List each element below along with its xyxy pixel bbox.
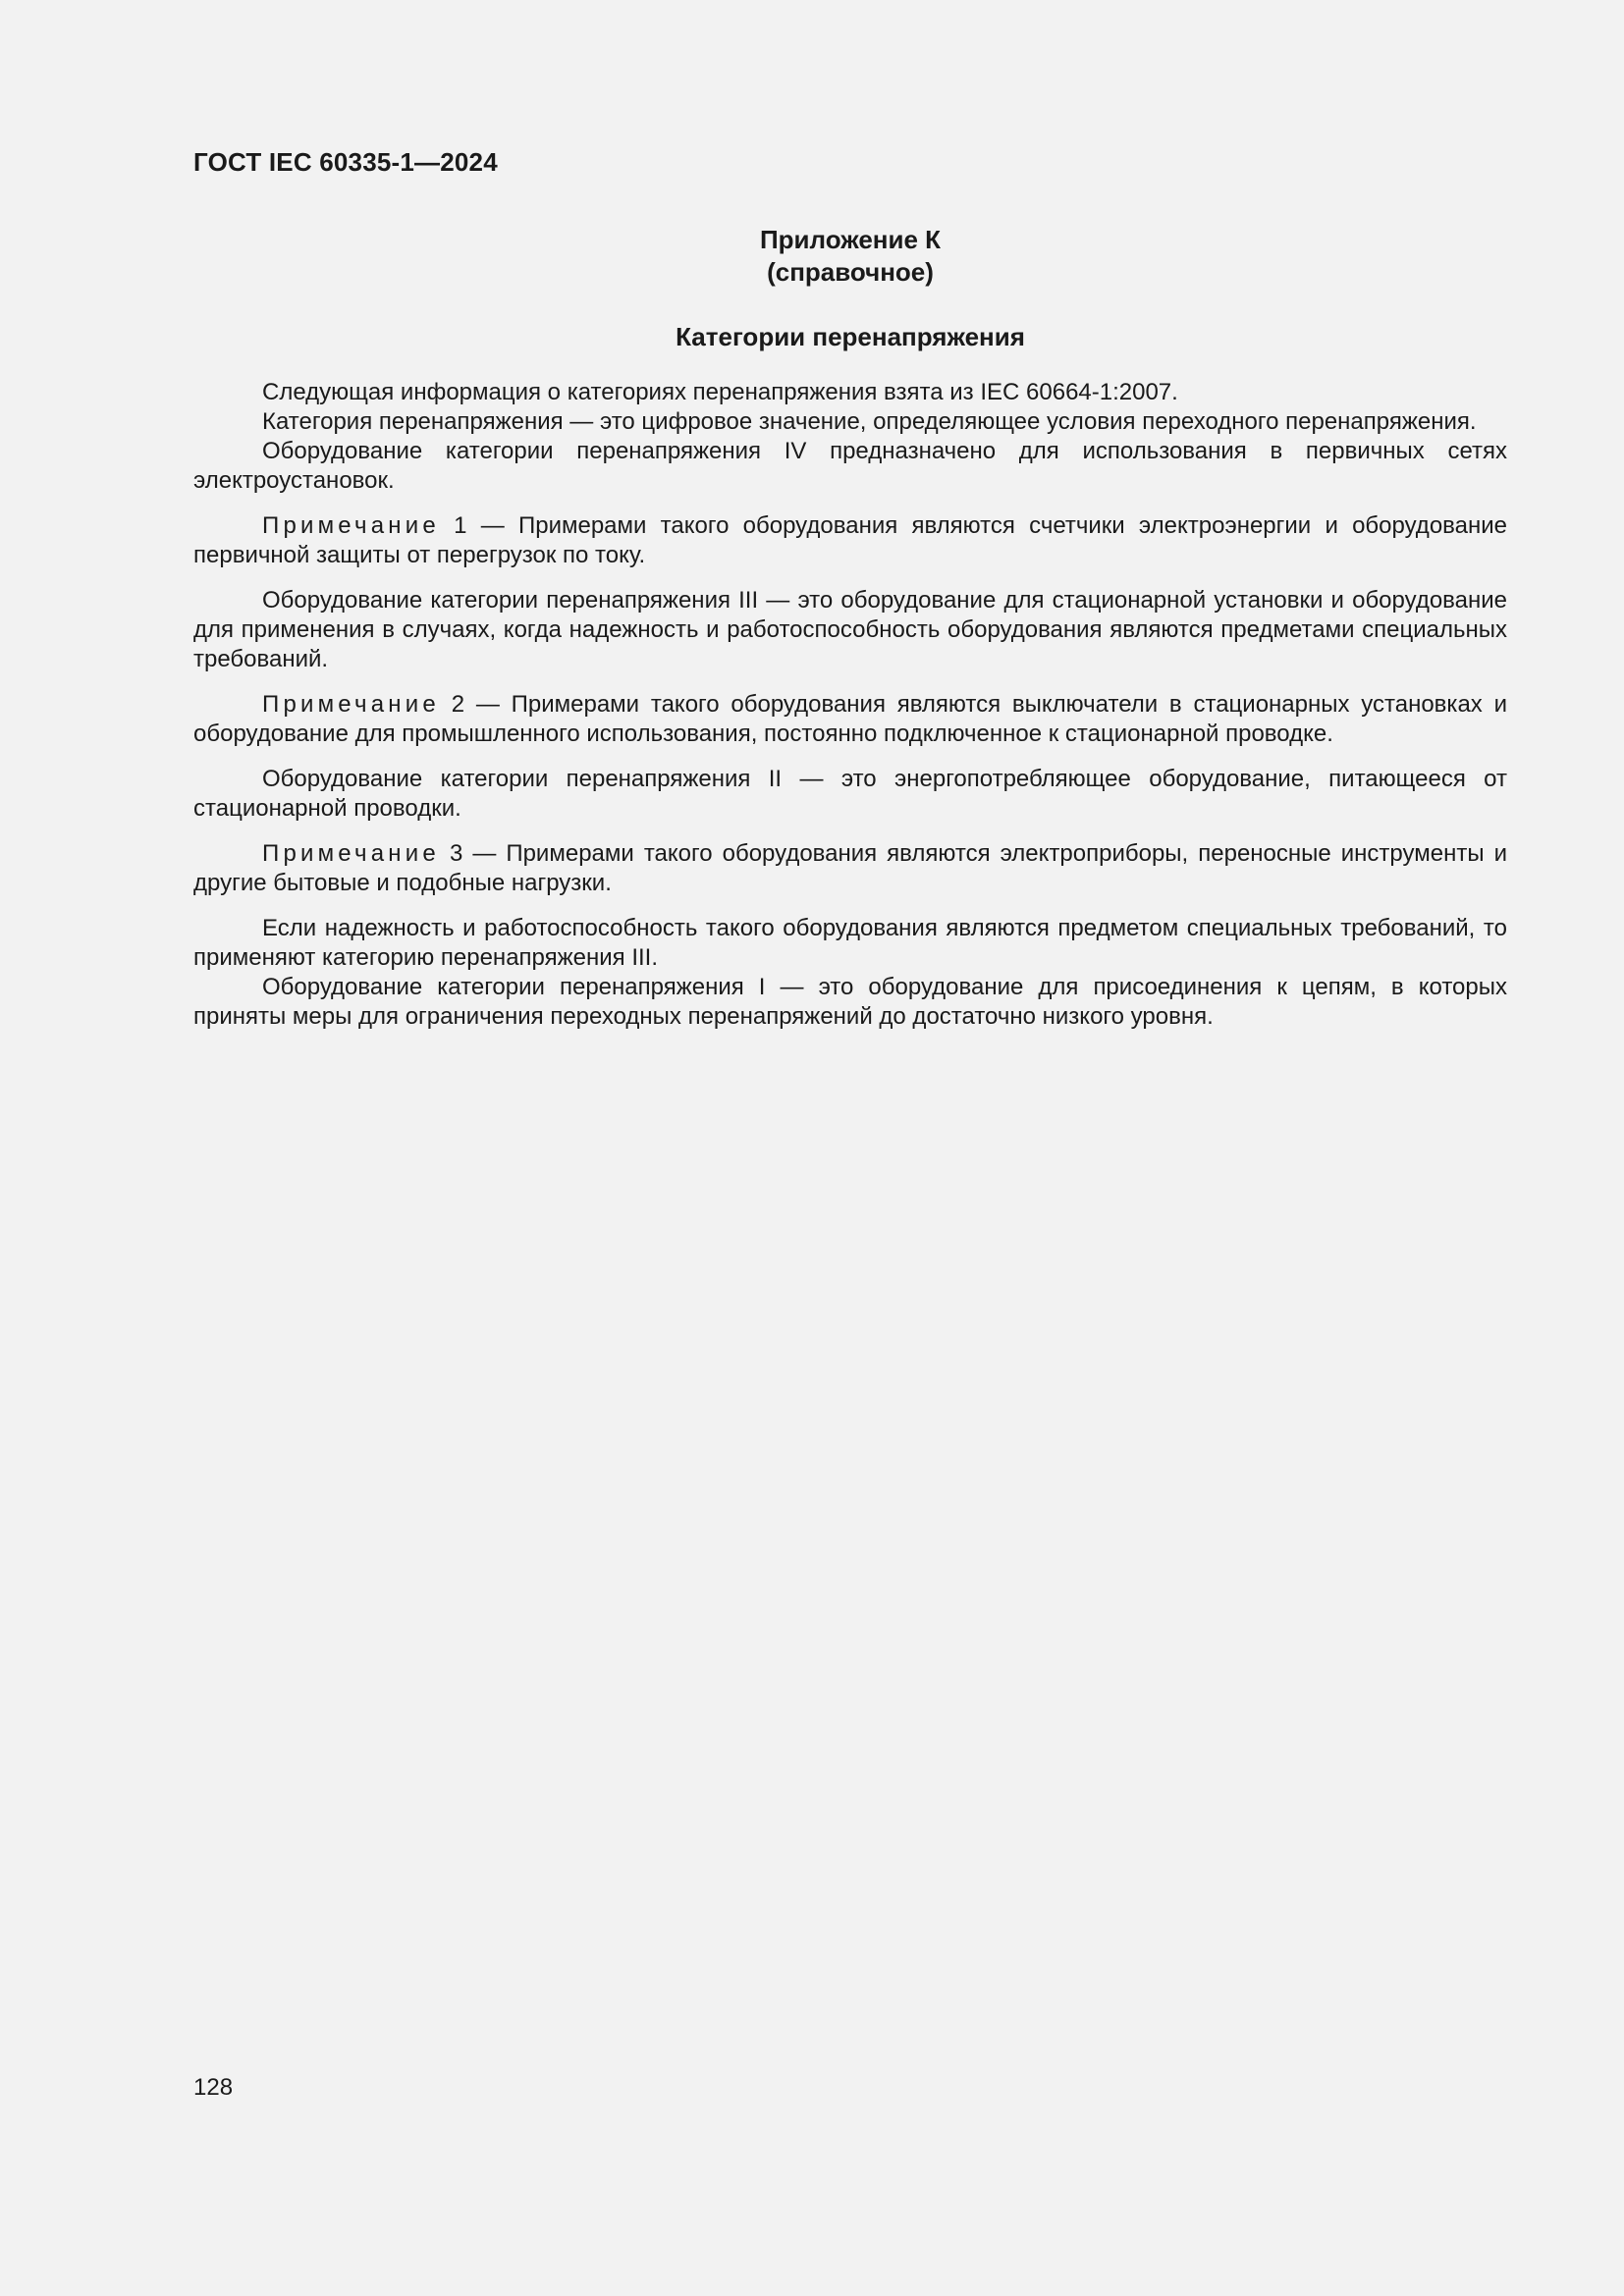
standard-header: ГОСТ IEC 60335-1—2024	[193, 147, 498, 177]
paragraph-category-iv: Оборудование категории перенапряжения IV предназначено для использования в первичных сетях электроустановок.	[193, 438, 1507, 494]
note-1-label: Примечание	[262, 512, 440, 539]
paragraph-intro: Следующая информация о категориях перенапряжения взята из IEC 60664-1:2007.	[262, 379, 1178, 405]
annex-title: Приложение К	[759, 225, 942, 254]
paragraph-category-iii: Оборудование категории перенапряжения III — это оборудование для стационарной установки и оборудование для применения в случаях, когда надежность и работоспособность оборудования являются предметами специальных требований.	[193, 587, 1507, 672]
section-title: Категории перенапряжения	[676, 322, 1025, 351]
paragraph-category-ii: Оборудование категории перенапряжения II — это энергопотребляющее оборудование, питающееся от стационарной проводки.	[193, 766, 1507, 822]
note-1	[193, 511, 1507, 570]
note-1-text: 1 — Примерами такого оборудования являются счетчики электроэнергии и оборудование первичной защиты от перегрузок по току.	[193, 512, 1507, 568]
page-number: 128	[193, 2074, 234, 2101]
paragraph-definition: Категория перенапряжения — это цифровое значение, определяющее условия переходного перенапряжения.	[262, 408, 1477, 435]
note-3-text: 3 — Примерами такого оборудования являются электроприборы, переносные инструменты и другие бытовые и подобные нагрузки.	[193, 840, 1507, 896]
note-3-label: Примечание	[262, 840, 440, 867]
page-content	[193, 224, 1507, 1032]
note-2	[193, 690, 1507, 749]
paragraph-category-i: Оборудование категории перенапряжения I — это оборудование для присоединения к цепям, в которых приняты меры для ограничения переходных перенапряжений до достаточно низкого уровня.	[193, 974, 1507, 1030]
note-2-text: 2 — Примерами такого оборудования являются выключатели в стационарных установках и оборудование для промышленного использования, постоянно подключенное к стационарной проводке.	[193, 691, 1507, 747]
paragraph-special-requirements: Если надежность и работоспособность такого оборудования являются предметом специальных требований, то применяют категорию перенапряжения III.	[193, 915, 1507, 971]
note-2-label: Примечание	[262, 691, 440, 718]
annex-subtitle: (справочное)	[767, 257, 934, 287]
note-3	[193, 839, 1507, 898]
